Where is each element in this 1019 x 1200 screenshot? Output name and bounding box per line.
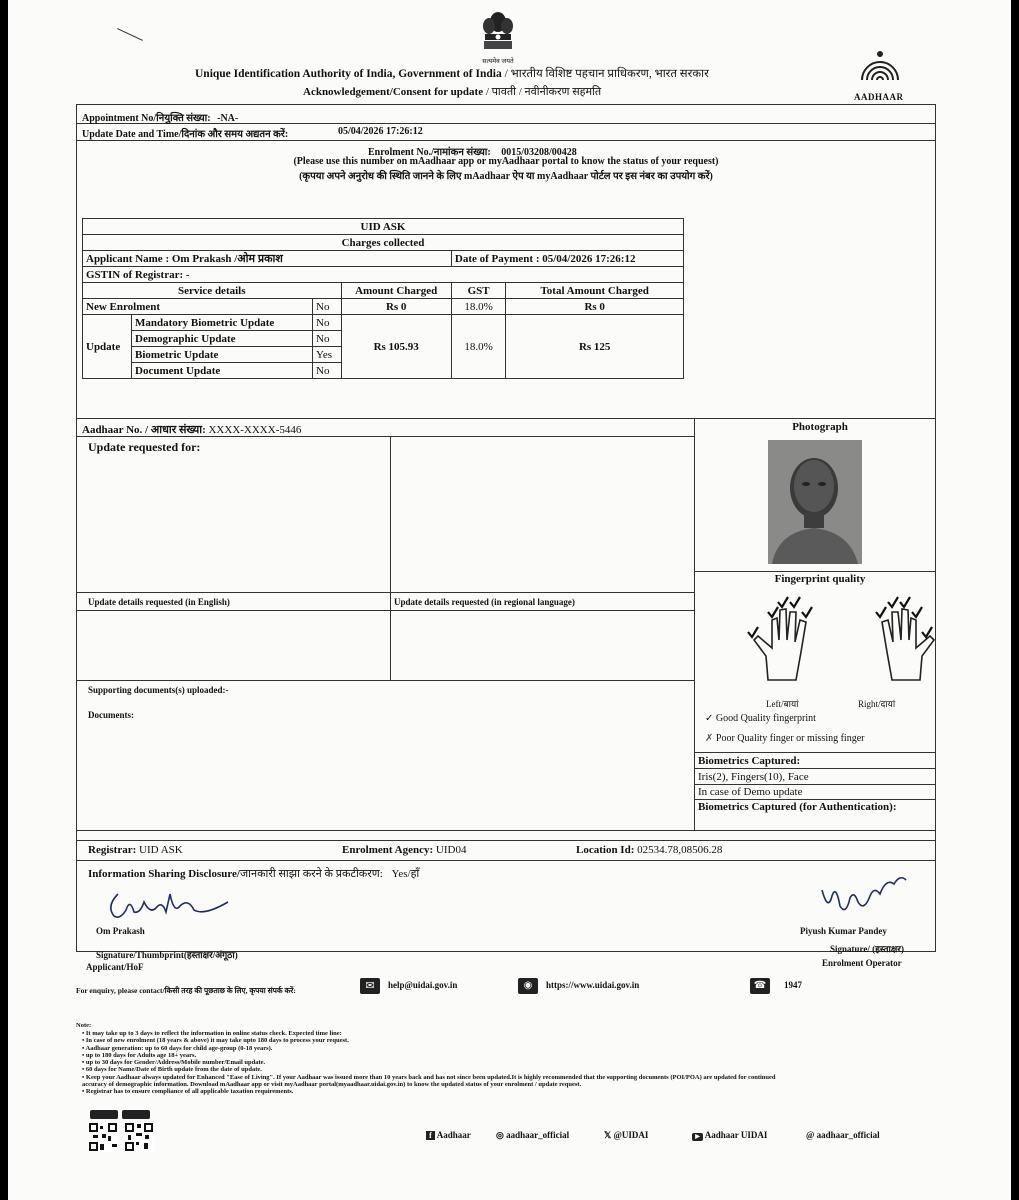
update-date-value: 05/04/2026 17:26:12 <box>338 126 423 137</box>
qr-code-icon <box>124 1122 154 1152</box>
agency-label: Enrolment Agency: <box>342 844 434 856</box>
photograph-title: Photograph <box>792 421 848 433</box>
operator-sig-line2: Enrolment Operator <box>822 958 902 968</box>
contact-email[interactable]: help@uidai.gov.in <box>388 980 458 990</box>
note-item: • up to 180 days for Adults age 18+ years. <box>82 1051 197 1059</box>
national-emblem-icon <box>476 8 520 58</box>
agency-value: UID04 <box>435 844 467 856</box>
social-instagram[interactable] <box>496 1130 569 1141</box>
applicant-sig-line1: Signature/Thumbprint(हस्ताक्षर/अंगूठा) <box>96 950 238 960</box>
aadhaar-label: Aadhaar No. / आधार संख्या: <box>82 424 206 436</box>
social-youtube[interactable] <box>692 1130 767 1141</box>
app-store-badge-icon[interactable] <box>122 1110 150 1119</box>
update-gst: 18.0% <box>451 315 506 379</box>
registrar-label: Registrar: <box>88 844 137 856</box>
social-threads[interactable] <box>806 1130 880 1140</box>
update-row-label: Biometric Update <box>132 347 313 363</box>
header-subtitle-hi: / पावती / नवीनीकरण सहमति <box>485 86 602 98</box>
update-date-label: Update Date and Time/दिनांक और समय अद्यतन करें: <box>82 129 289 140</box>
new-enrolment-total: Rs 0 <box>506 299 684 315</box>
biometrics-captured-label: Biometrics Captured: <box>698 755 801 767</box>
update-requested-for: Update requested for: <box>88 440 201 454</box>
disclosure-label: Information Sharing Disclosure/ <box>88 868 240 880</box>
header-title-en: Unique Identification Authority of India, Government of India <box>195 68 502 80</box>
youtube-label: Aadhaar UIDAI <box>704 1130 768 1140</box>
enrolment-note-hi: (कृपया अपने अनुरोध की स्थिति जानने के लिए mAadhaar ऐप या myAadhaar पोर्टल पर इस नंबर का उपयोग करें) <box>299 171 713 182</box>
details-en-label: Update details requested (in English) <box>88 597 230 607</box>
google-play-badge-icon[interactable] <box>90 1110 118 1119</box>
appointment-label: Appointment No/नियुक्ति संख्या: <box>82 113 211 124</box>
gstin: GSTIN of Registrar: - <box>83 267 684 283</box>
update-row-flag: No <box>313 363 341 379</box>
applicant-sig-line2: Applicant/HoF <box>86 962 144 972</box>
x-label: @UIDAI <box>613 1130 649 1140</box>
disclosure-hi: जानकारी साझा करने के प्रकटीकरण: <box>239 868 383 880</box>
aadhaar-logo-text: AADHAAR <box>854 92 904 102</box>
phone-icon: ☎ <box>750 978 770 994</box>
supporting-docs-label: Supporting documents(s) uploaded:- <box>88 685 229 695</box>
operator-sig-line1: Signature/ (हस्ताक्षर) <box>830 944 904 954</box>
applicant-signature <box>104 884 234 924</box>
note-item: • Keep your Aadhaar always updated for Enhanced "Ease of Living". If your Aadhaar was issued more than 10 years back and has not since been updated.It is highly recommended that the supporting documents (POI/POA) are updated for continued <box>82 1073 776 1081</box>
update-row-flag: Yes <box>313 347 341 363</box>
charges-subtitle: Charges collected <box>83 235 684 251</box>
contact-label: For enquiry, please contact/किसी तरह की पूछताछ के लिए, कृपया संपर्क करें: <box>76 986 296 995</box>
instagram-label: aadhaar_official <box>506 1130 570 1140</box>
note-item: • up to 30 days for Gender/Address/Mobile number/Email update. <box>82 1059 266 1067</box>
pen-mark <box>117 28 143 41</box>
enrolment-number: 0015/03208/00428 <box>501 147 577 158</box>
charges-table <box>82 218 684 379</box>
social-facebook[interactable] <box>426 1130 471 1140</box>
update-label: Update <box>83 315 132 379</box>
new-enrolment-gst: 18.0% <box>451 299 506 315</box>
youtube-icon: ▶ <box>692 1133 703 1141</box>
update-row-label: Document Update <box>132 363 313 379</box>
header-title-hi: / भारतीय विशिष्ट पहचान प्राधिकरण, भारत सरकार <box>504 68 709 80</box>
note-item: • Aadhaar generation: up to 60 days for child age-group (0-18 years). <box>82 1044 273 1052</box>
aadhaar-logo-icon <box>854 50 906 90</box>
enrolment-label: Enrolment No./नामांकन संख्या: <box>368 147 491 158</box>
appointment-value: -NA- <box>217 113 239 124</box>
note-item: • Registrar has to ensure compliance of all applicable taxation requirements. <box>82 1088 294 1096</box>
note-item: • 60 days for Name/Date of Birth update from the date of update. <box>82 1066 262 1074</box>
col-service-details: Service details <box>83 283 342 299</box>
payment-label: Date of Payment : <box>454 252 540 265</box>
operator-name: Piyush Kumar Pandey <box>800 926 887 936</box>
emblem-caption: सत्यमेव जयते <box>482 58 514 65</box>
note-item: • It may take up to 3 days to reflect the information in online status check. Expected time line: <box>82 1030 342 1037</box>
update-row-flag: No <box>313 315 341 331</box>
threads-label: aadhaar_official <box>816 1130 880 1140</box>
charges-title: UID ASK <box>83 219 684 235</box>
poor-quality-label: Poor Quality finger or missing finger <box>715 733 865 744</box>
contact-web[interactable]: https://www.uidai.gov.in <box>546 980 640 990</box>
new-enrolment-label: New Enrolment <box>83 299 313 315</box>
qr-code-icon <box>88 1122 118 1152</box>
x-icon: 𝕏 <box>604 1130 612 1140</box>
fingerprint-title: Fingerprint quality <box>774 573 866 585</box>
notes-title: Note: <box>76 1022 92 1029</box>
left-hand-label: Left/बायां <box>766 699 799 709</box>
col-gst: GST <box>451 283 506 299</box>
details-regional-label: Update details requested (in regional language) <box>394 597 575 607</box>
note-item: accuracy of demographic information. Download mAadhaar app or visit myAadhaar portal(myaadhaar.uidai.gov.in) to know the updated status of your enrolment / update request. <box>82 1081 582 1089</box>
contact-phone: 1947 <box>784 980 802 990</box>
demo-update-note: In case of Demo update <box>698 786 803 798</box>
social-x[interactable] <box>604 1130 648 1141</box>
payment-date: 05/04/2026 17:26:12 <box>542 252 636 265</box>
facebook-icon: f <box>426 1131 435 1140</box>
update-amount: Rs 105.93 <box>341 315 451 379</box>
applicant-name: Applicant Name : Om Prakash /ओम प्रकाश <box>83 251 452 267</box>
note-item: • In case of new enrolment (18 years & above) it may take upto 180 days to process your request. <box>82 1037 349 1045</box>
registrar-value: UID ASK <box>139 844 183 856</box>
email-icon: ✉ <box>360 978 380 994</box>
col-amount-charged: Amount Charged <box>341 283 451 299</box>
threads-icon: @ <box>806 1130 815 1140</box>
right-hand-icon <box>846 590 942 686</box>
applicant-photo <box>768 440 862 564</box>
right-hand-label: Right/दायां <box>858 699 896 709</box>
notes-list <box>82 1030 776 1096</box>
new-enrolment-flag: No <box>313 299 341 315</box>
good-quality-label: Good Quality fingerprint <box>715 713 816 724</box>
biometrics-captured-value: Iris(2), Fingers(10), Face <box>698 771 809 783</box>
documents-label: Documents: <box>88 710 134 720</box>
disclosure-value: Yes/हाँ <box>391 868 420 880</box>
left-hand-icon <box>746 590 842 686</box>
update-row-label: Demographic Update <box>132 331 313 347</box>
facebook-label: Aadhaar <box>436 1130 471 1140</box>
update-row-label: Mandatory Biometric Update <box>132 315 313 331</box>
biometrics-auth-label: Biometrics Captured (for Authentication): <box>698 801 897 813</box>
location-value: 02534.78,08506.28 <box>637 844 723 856</box>
location-label: Location Id: <box>576 844 635 856</box>
update-row-flag: No <box>313 331 341 347</box>
update-total: Rs 125 <box>506 315 684 379</box>
web-icon: ◉ <box>518 978 538 994</box>
enrolment-note-en: (Please use this number on mAadhaar app or myAadhaar portal to know the status of your request) <box>293 156 719 167</box>
col-total-amount: Total Amount Charged <box>506 283 684 299</box>
instagram-icon: ◎ <box>496 1130 504 1140</box>
acknowledgement-sheet <box>8 0 1011 1200</box>
header-subtitle-en: Acknowledgement/Consent for update <box>303 86 484 98</box>
aadhaar-number: XXXX-XXXX-5446 <box>208 424 302 436</box>
applicant-name-sig: Om Prakash <box>96 926 145 936</box>
poor-cross-icon: ✗ <box>705 733 714 744</box>
new-enrolment-amount: Rs 0 <box>341 299 451 315</box>
operator-signature <box>814 872 914 922</box>
good-check-icon: ✓ <box>705 713 714 724</box>
